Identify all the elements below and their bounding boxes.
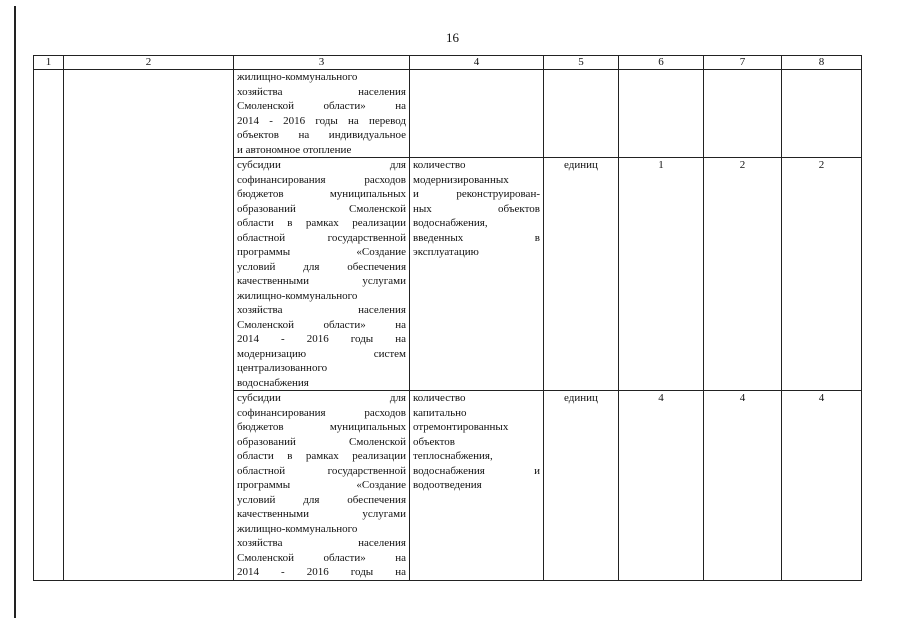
indicator-cell (410, 391, 544, 581)
page-number: 16 (446, 30, 459, 45)
text-line: субсидии для (237, 392, 406, 404)
text-line: количество (413, 159, 466, 171)
table-header-row (34, 56, 862, 70)
indicator-text: количество капитально отремонтированных объектов теплоснабжения, (413, 392, 509, 462)
text-line: условий для обеспечения (237, 260, 406, 273)
value-2016-cell (782, 70, 862, 158)
measure-description-cell (234, 70, 410, 158)
text-line: бюджетов муниципальных (237, 421, 406, 433)
value-2014-cell: 1 (619, 158, 704, 391)
header-col-1: 1 (34, 56, 64, 70)
text-line: хозяйства населения (237, 304, 406, 316)
data-table (33, 55, 862, 581)
indicator-line: водоснабжения, (413, 217, 488, 229)
measure-description-text (237, 391, 406, 522)
measure-description-line: жилищно-коммунального (237, 522, 358, 535)
value-2015-cell: 4 (704, 391, 782, 581)
text-line: софинансирования расходов (237, 173, 406, 186)
indicator-text (413, 158, 540, 216)
measure-description-cell (234, 158, 410, 391)
measure-description-text (237, 70, 406, 143)
table-row (34, 70, 862, 158)
value-2014-cell: 4 (619, 391, 704, 581)
indicator-line: водоснабжения и (413, 464, 540, 477)
text-line: хозяйства населения (237, 537, 406, 549)
row-number-cell (34, 70, 64, 581)
text-line: и реконструирован- (413, 188, 540, 200)
text-line: 2014 - 2016 годы на (237, 333, 406, 345)
text-line: условий для обеспечения (237, 493, 406, 506)
measure-description-cell (234, 391, 410, 581)
indicator-line: введенных в (413, 231, 540, 244)
indicator-last-line: водоотведения (413, 479, 482, 491)
text-line: модернизированных (413, 173, 509, 186)
text-line: Смоленской области» на (237, 318, 406, 331)
indicator-cell (410, 158, 544, 391)
text-line: 2014 - 2016 годы на (237, 566, 406, 578)
measure-description-last-line: и автономное отопление (237, 143, 352, 156)
text-line: программы «Создание (237, 479, 406, 491)
text-line: бюджетов муниципальных (237, 188, 406, 200)
text-line: областной государственной (237, 464, 406, 477)
text-line: областной государственной (237, 231, 406, 244)
text-line: области в рамках реализации (237, 217, 406, 229)
header-col-2: 2 (64, 56, 234, 70)
text-line: области в рамках реализации (237, 450, 406, 462)
text-line: программы «Создание (237, 246, 406, 258)
text-line: объектов на индивидуальное (237, 129, 406, 141)
measure-description-line: жилищно-коммунального (237, 289, 358, 302)
measure-description-text (237, 158, 406, 289)
text-line: субсидии для (237, 159, 406, 171)
text-line: жилищно-коммунального (237, 71, 358, 83)
target-cell (64, 70, 234, 581)
header-col-7: 7 (704, 56, 782, 70)
text-line: образований Смоленской (237, 435, 406, 448)
header-col-3: 3 (234, 56, 410, 70)
indicator-cell (410, 70, 544, 158)
header-col-5: 5 (544, 56, 619, 70)
text-line: модернизацию систем (237, 347, 406, 360)
value-2015-cell (704, 70, 782, 158)
unit-cell: единиц (544, 391, 619, 581)
measure-description-text (237, 536, 406, 580)
text-line: качественными услугами (237, 508, 406, 520)
text-line: софинансирования расходов (237, 406, 406, 419)
value-2016-cell: 4 (782, 391, 862, 581)
header-col-8: 8 (782, 56, 862, 70)
measure-description-text (237, 303, 406, 361)
text-line: хозяйства населения (237, 85, 406, 98)
value-2016-cell: 2 (782, 158, 862, 391)
text-line: Смоленской области» на (237, 100, 406, 112)
measure-description-end: централизованного водоснабжения (237, 362, 328, 389)
value-2014-cell (619, 70, 704, 158)
left-margin-rule (14, 6, 16, 618)
text-line: 2014 - 2016 годы на перевод (237, 114, 406, 127)
text-line: качественными услугами (237, 275, 406, 287)
text-line: Смоленской области» на (237, 551, 406, 564)
header-col-6: 6 (619, 56, 704, 70)
value-2015-cell: 2 (704, 158, 782, 391)
indicator-last-line: эксплуатацию (413, 246, 479, 258)
header-col-4: 4 (410, 56, 544, 70)
unit-cell: единиц (544, 158, 619, 391)
text-line: ных объектов (413, 202, 540, 215)
text-line: образований Смоленской (237, 202, 406, 215)
unit-cell (544, 70, 619, 158)
